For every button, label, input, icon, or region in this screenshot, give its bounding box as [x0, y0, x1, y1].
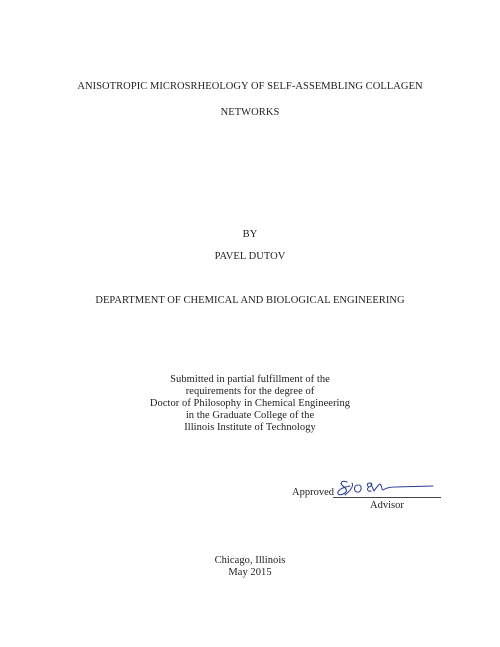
approval-block: [0, 478, 500, 518]
advisor-signature: [333, 478, 443, 498]
submission-line-4: in the Graduate College of the: [185, 410, 315, 421]
title-line-1: ANISOTROPIC MICROSRHEOLOGY OF SELF-ASSEMBLING COLLAGEN: [77, 81, 423, 92]
submission-line-3: Doctor of Philosophy in Chemical Engineering: [149, 398, 351, 409]
by-label: BY: [242, 229, 258, 240]
submission-date: May 2015: [228, 567, 272, 578]
signature-line: [333, 497, 441, 498]
location: Chicago, Illinois: [214, 555, 286, 566]
department-name: DEPARTMENT OF CHEMICAL AND BIOLOGICAL ENGINEERING: [95, 295, 405, 306]
submission-line-5: Illinois Institute of Technology: [184, 422, 316, 433]
author-name: PAVEL DUTOV: [214, 251, 286, 262]
advisor-label: Advisor: [370, 500, 404, 511]
submission-line-2: requirements for the degree of: [185, 386, 315, 397]
approved-label: Approved: [292, 487, 334, 498]
title-line-2: NETWORKS: [220, 107, 280, 118]
submission-line-1: Submitted in partial fulfillment of the: [170, 374, 330, 385]
